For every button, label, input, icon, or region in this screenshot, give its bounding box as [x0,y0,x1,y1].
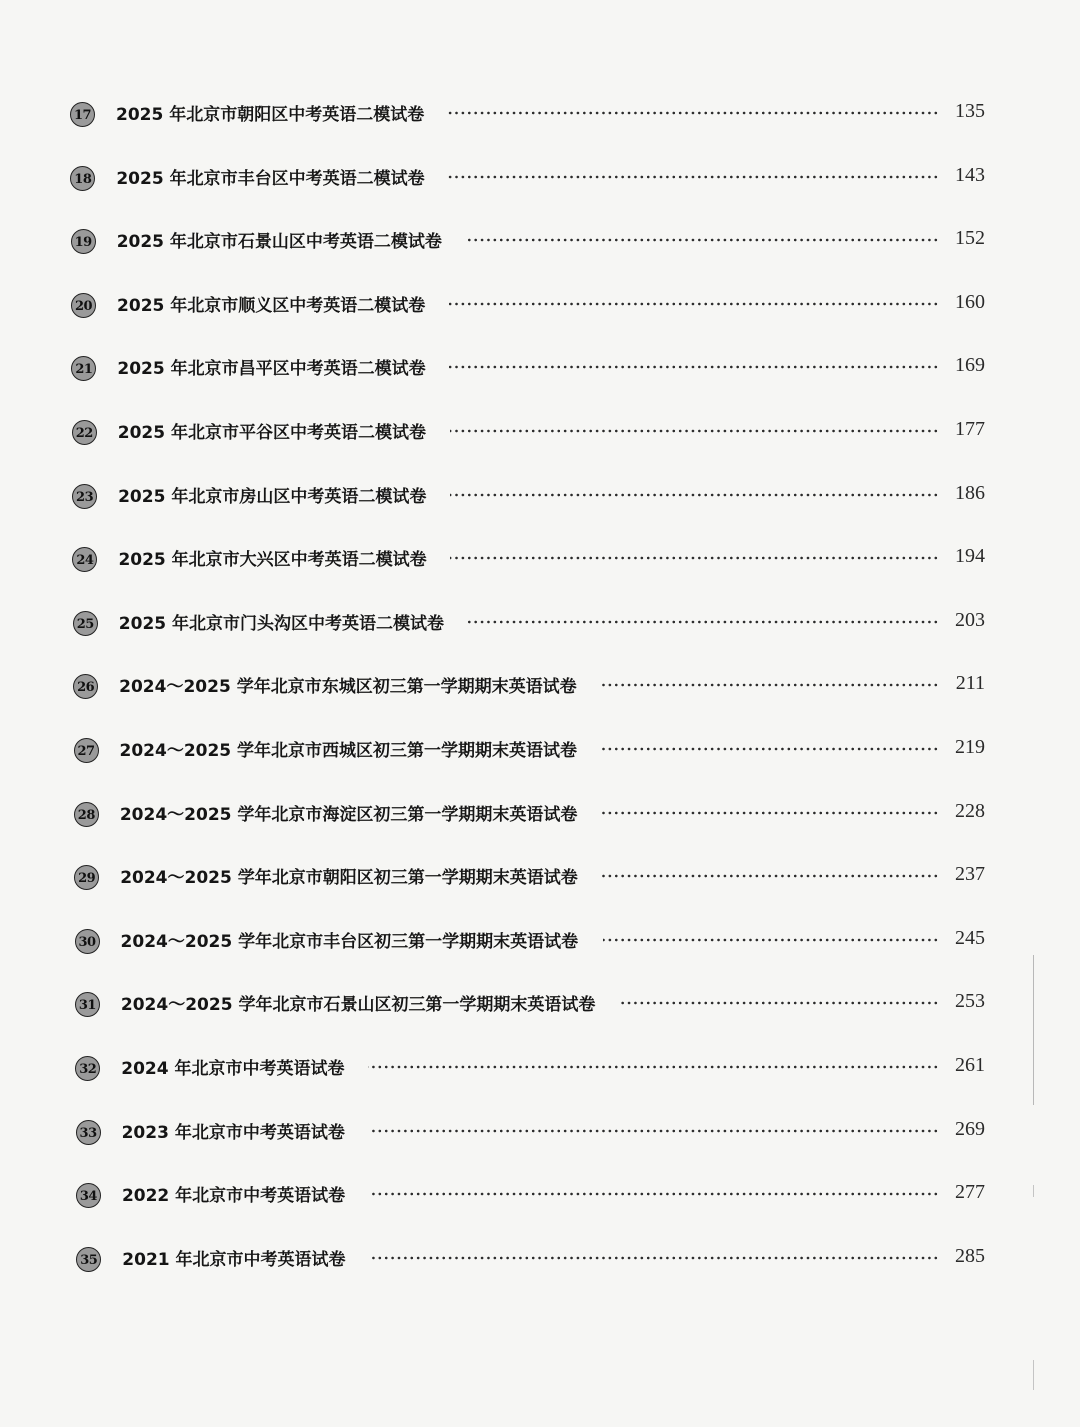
entry-number-badge: 30 [75,929,100,954]
dot-leader [468,620,939,624]
entry-number-badge: 25 [73,611,98,636]
entry-title: 2025 年北京市丰台区中考英语二模试卷 [116,168,425,189]
entry-page-number: 219 [955,736,985,758]
entry-title: 2025 年北京市门头沟区中考英语二模试卷 [118,613,445,634]
entry-number-badge: 33 [76,1120,101,1145]
dot-leader [602,874,939,878]
toc-entry[interactable] [70,1235,985,1275]
toc-entry[interactable] [70,790,985,830]
entry-title: 2023 年北京市中考英语试卷 [121,1122,345,1143]
scan-mark [1033,1360,1034,1390]
toc-entry[interactable] [70,344,985,384]
entry-page-number: 186 [955,481,985,504]
toc-entry[interactable] [70,281,985,321]
entry-page-number: 135 [955,100,985,122]
entry-number-badge: 35 [76,1247,101,1272]
entry-page-number: 194 [955,545,985,568]
entry-page-number: 245 [955,926,985,949]
dot-leader [602,747,939,751]
toc-entry[interactable] [70,408,985,448]
entry-title: 2025 年北京市房山区中考英语二模试卷 [118,486,427,507]
entry-page-number: 152 [955,227,985,250]
dot-leader [448,175,939,179]
entry-page-number: 237 [955,863,985,886]
entry-number-badge: 29 [74,865,99,890]
entry-page-number: 228 [955,799,985,822]
entry-number-badge: 23 [72,484,97,509]
entry-number-badge: 34 [76,1183,101,1208]
entry-number-badge: 20 [71,293,96,318]
entry-number-badge: 27 [74,738,99,763]
toc-entry[interactable] [70,853,985,893]
entry-title: 2022 年北京市中考英语试卷 [121,1186,346,1207]
toc-entry[interactable] [70,535,985,575]
toc-entry[interactable] [70,599,985,639]
entry-page-number: 160 [955,290,985,313]
dot-leader [450,429,939,433]
toc-entry[interactable] [70,1171,985,1211]
dot-leader [368,1065,939,1069]
entry-number-badge: 24 [72,547,97,572]
entry-title: 2024～2025 学年北京市东城区初三第一学期期末英语试卷 [119,677,577,698]
entry-title: 2021 年北京市中考英语试卷 [122,1249,346,1270]
entry-title: 2024～2025 学年北京市海淀区初三第一学期期末英语试卷 [119,804,578,825]
dot-leader [450,556,939,560]
entry-title: 2024～2025 学年北京市朝阳区初三第一学期期末英语试卷 [120,868,578,889]
toc-entry[interactable] [70,980,985,1020]
toc-entry[interactable] [70,726,985,766]
dot-leader [449,302,939,306]
entry-number-badge: 32 [75,1056,100,1081]
toc-entry[interactable] [70,217,985,257]
dot-leader [369,1129,939,1133]
toc-entry[interactable] [70,1108,985,1148]
entry-number-badge: 19 [71,229,96,254]
scan-mark [1033,1185,1034,1197]
entry-page-number: 285 [955,1244,985,1267]
entry-title: 2024～2025 学年北京市石景山区初三第一学期期末英语试卷 [120,995,596,1016]
entry-number-badge: 28 [74,802,99,827]
dot-leader [369,1192,939,1196]
toc-entry[interactable] [70,472,985,512]
entry-title: 2025 年北京市平谷区中考英语二模试卷 [117,423,426,443]
entry-number-badge: 17 [70,102,95,127]
entry-page-number: 143 [955,163,985,186]
scan-edge-line [1033,955,1034,1105]
entry-page-number: 269 [955,1117,985,1140]
dot-leader [601,683,939,687]
entry-title: 2025 年北京市朝阳区中考英语二模试卷 [116,105,425,125]
entry-page-number: 177 [955,418,985,440]
entry-title: 2025 年北京市石景山区中考英语二模试卷 [116,232,442,253]
toc-entry[interactable] [70,90,985,130]
entry-title: 2024 年北京市中考英语试卷 [121,1059,345,1079]
entry-page-number: 203 [955,608,985,631]
toc-entry[interactable] [70,1044,985,1084]
entry-page-number: 277 [955,1181,985,1204]
entry-title: 2025 年北京市顺义区中考英语二模试卷 [117,295,426,316]
toc-entry[interactable] [70,917,985,957]
dot-leader [466,238,939,242]
entry-number-badge: 26 [73,674,98,699]
entry-number-badge: 21 [71,356,96,381]
dot-leader [603,938,939,942]
toc-entry[interactable] [70,662,985,702]
entry-title: 2024～2025 学年北京市丰台区初三第一学期期末英语试卷 [120,931,579,952]
toc-entry[interactable] [70,154,985,194]
entry-title: 2025 年北京市昌平区中考英语二模试卷 [117,359,426,380]
entry-title: 2024～2025 学年北京市西城区初三第一学期期末英语试卷 [119,741,578,761]
entry-page-number: 169 [955,354,985,377]
dot-leader [369,1256,939,1260]
entry-number-badge: 31 [75,992,100,1017]
entry-page-number: 253 [955,990,985,1013]
dot-leader [448,111,939,115]
dot-leader [620,1001,939,1005]
entry-number-badge: 22 [72,420,97,445]
dot-leader [602,811,939,815]
dot-leader [450,493,939,497]
entry-page-number: 211 [955,672,985,695]
entry-number-badge: 18 [70,166,95,191]
entry-page-number: 261 [955,1054,985,1076]
dot-leader [449,365,939,369]
entry-title: 2025 年北京市大兴区中考英语二模试卷 [118,550,427,571]
